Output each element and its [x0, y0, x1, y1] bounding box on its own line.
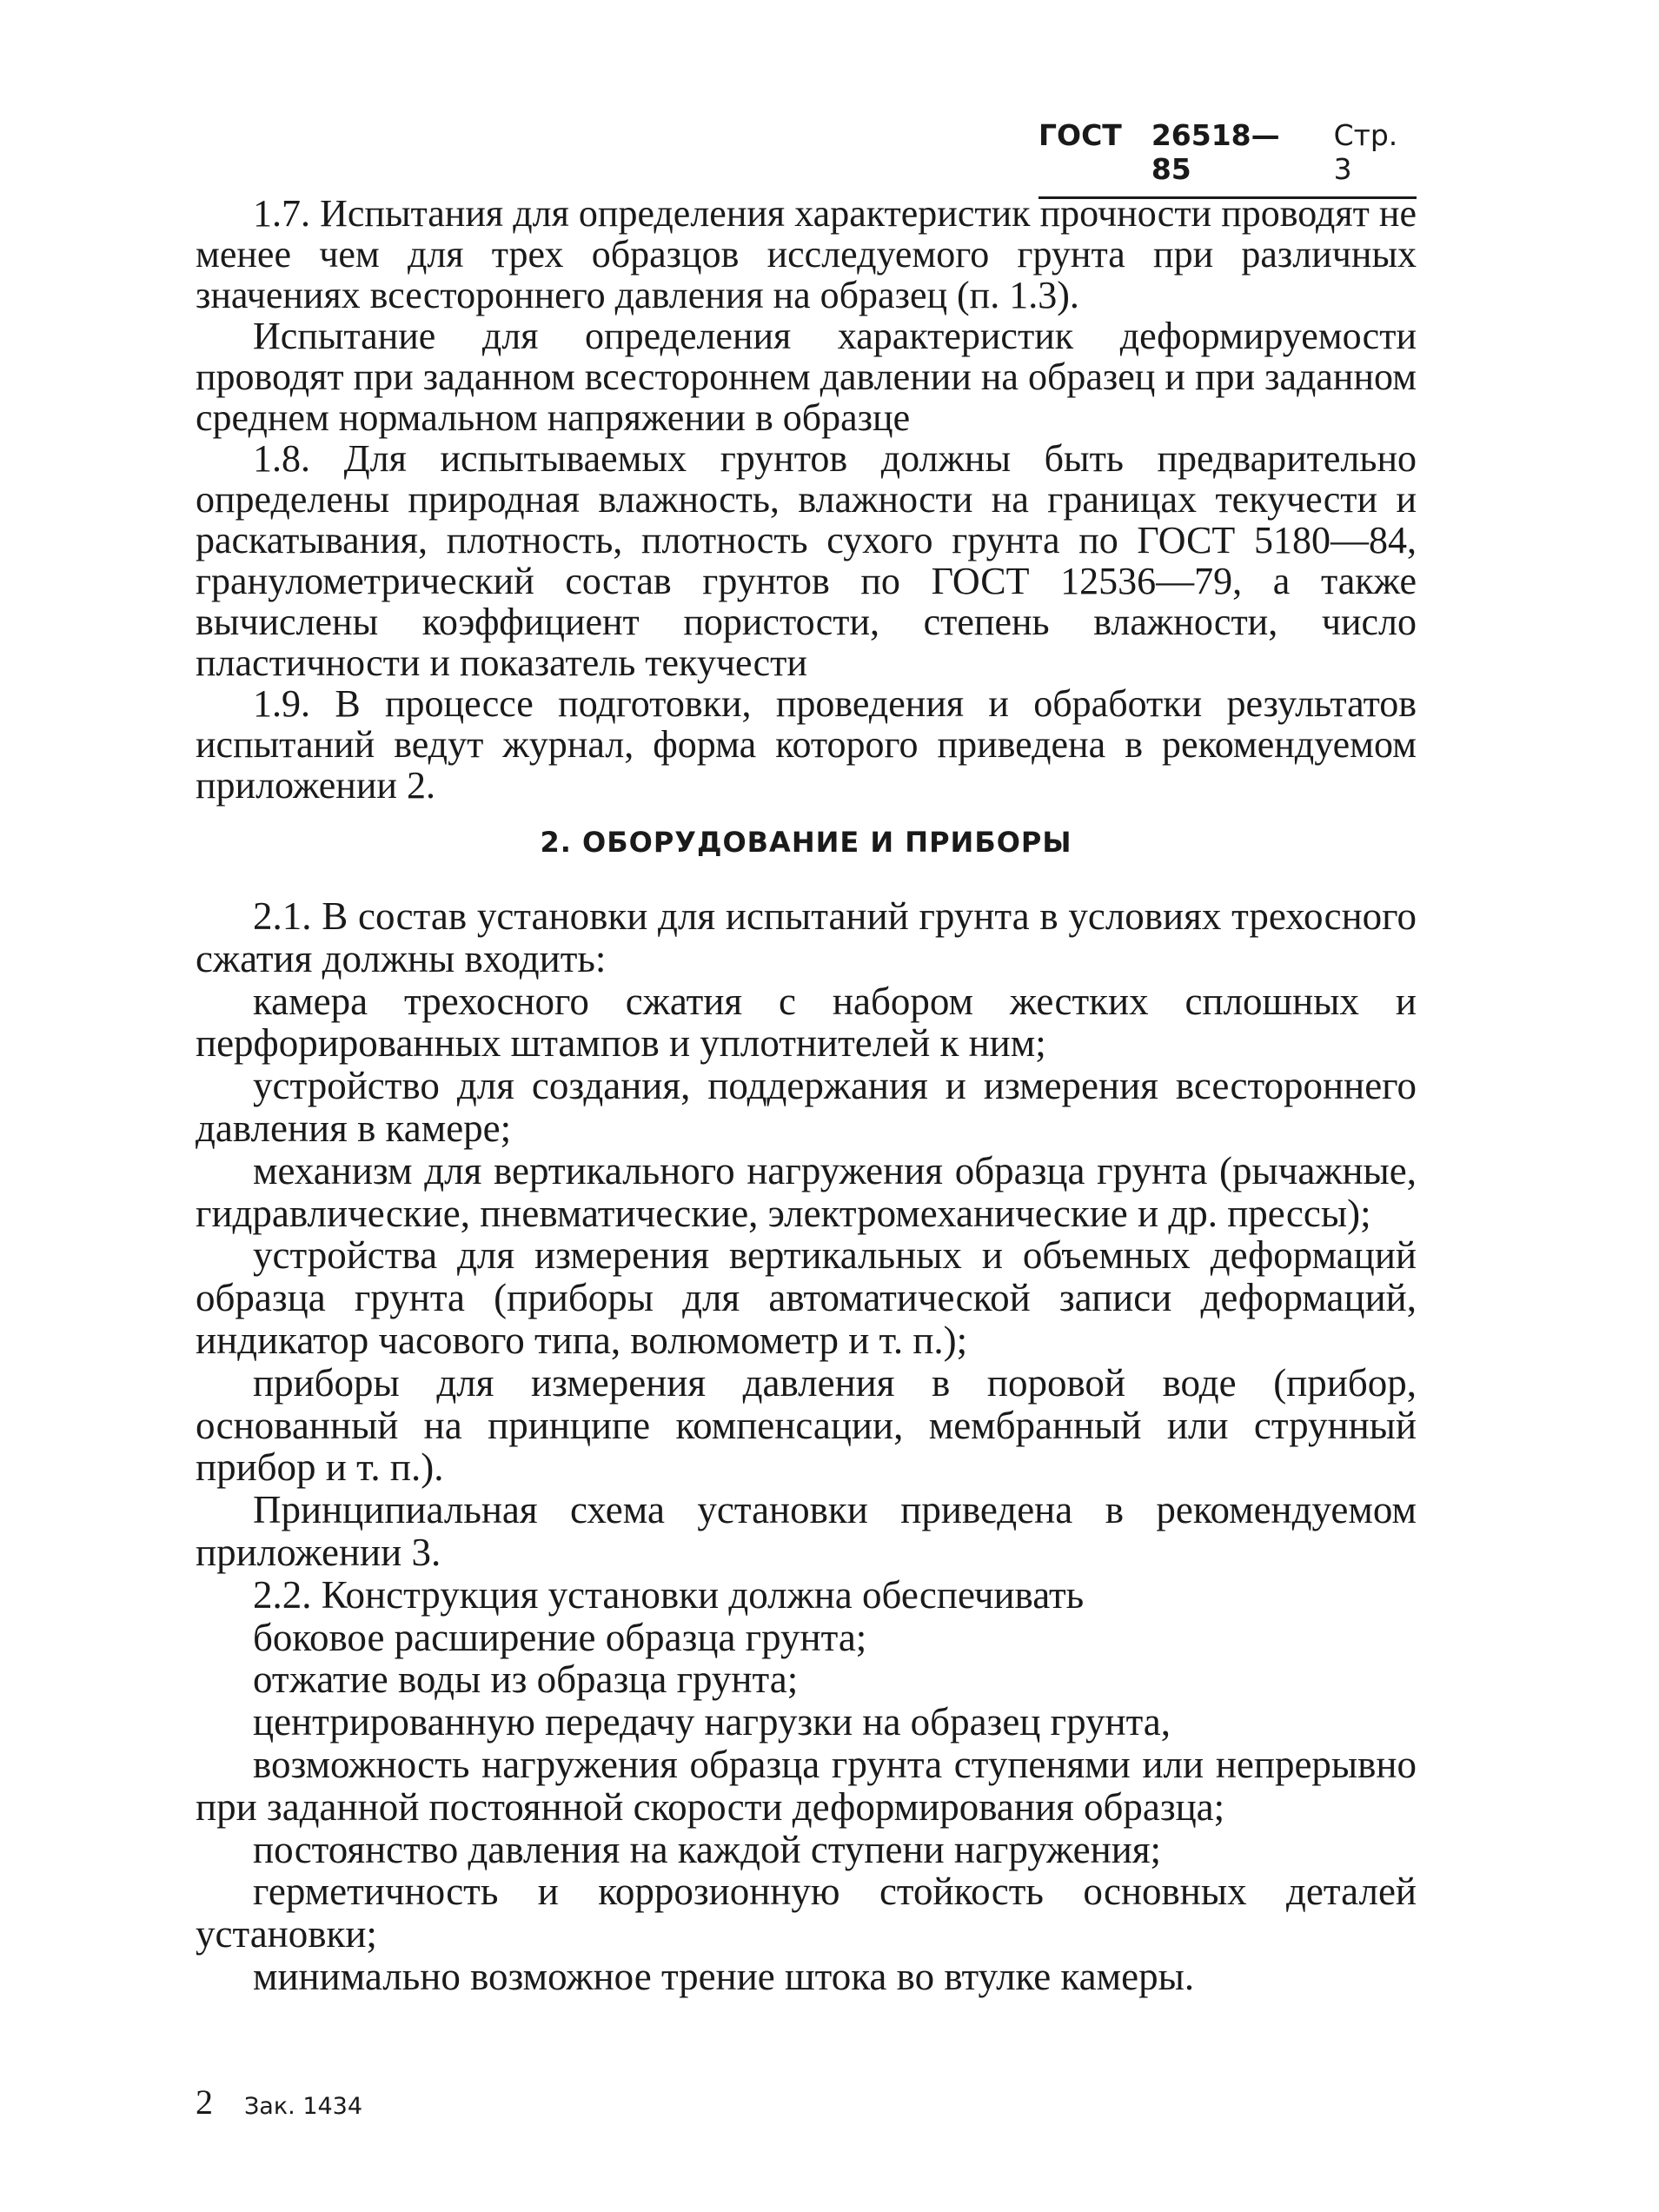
list-item: приборы для измерения давления в поровой воде (прибор, основанный на принципе компенсации, мембранный или струнный прибор и т. п.).	[196, 1360, 1417, 1490]
list-item: минимально возможное трение штока во втулке камеры.	[253, 1954, 1195, 1998]
paragraph-1-7: 1.7. Испытания для определения характеристик прочности проводят не менее чем для трех образцов исследуемого грунта при различных значениях всестороннего давления на образец (п. 1.3).	[196, 192, 1417, 316]
page-footer	[196, 2082, 362, 2122]
paragraph-scheme-note: Принципиальная схема установки приведена в рекомендуемом приложении 3.	[196, 1488, 1417, 1574]
list-item: механизм для вертикального нагружения образца грунта (рычажные, гидравлические, пневматические, электромеханические и др. прессы);	[196, 1148, 1417, 1235]
page-label: Стр. 3	[1333, 118, 1398, 186]
doc-number: 26518—85	[1151, 118, 1280, 186]
sheet-number: 2	[196, 2082, 213, 2122]
list-item: устройства для измерения вертикальных и объемных деформаций образца грунта (приборы для автоматической записи деформаций, индикатор часового типа, волюмометр и т. п.);	[196, 1233, 1417, 1362]
paragraph-2-2: 2.2. Конструкция установки должна обеспечивать	[253, 1572, 1085, 1617]
section-2-text	[196, 895, 1417, 1998]
list-item: центрированную передачу нагрузки на образец грунта,	[253, 1700, 1171, 1744]
list-item: возможность нагружения образца грунта ступенями или непрерывно при заданной постоянной скорости деформирования образца;	[196, 1742, 1417, 1829]
list-item: устройство для создания, поддержания и измерения всестороннего давления в камере;	[196, 1064, 1417, 1150]
doc-code: ГОСТ	[1039, 118, 1122, 152]
paragraph-1-8: 1.8. Для испытываемых грунтов должны быть предварительно определены природная влажность, влажности на границах текучести и раскатывания, плотность, плотность сухого грунта по ГОСТ 5180—84, гранулометрический состав грунтов по ГОСТ 12536—79, а также вычислены коэффициент пористости, степень влажности, число пластичности и показатель текучести	[196, 437, 1417, 684]
list-item: герметичность и коррозионную стойкость основных деталей установки;	[196, 1870, 1417, 1956]
page-header	[1039, 118, 1417, 199]
paragraph-1-7-cont: Испытание для определения характеристик деформируемости проводят при заданном всестороннем давлении на образец и при заданном среднем нормальном напряжении в образце	[196, 315, 1417, 439]
list-item: отжатие воды из образца грунта;	[253, 1657, 799, 1702]
list-item: камера трехосного сжатия с набором жестких сплошных и перфорированных штампов и уплотнителей к ним;	[196, 979, 1417, 1066]
list-item: постоянство давления на каждой ступени нагружения;	[253, 1827, 1162, 1871]
section-1-text	[196, 193, 1417, 806]
order-label: Зак. 1434	[244, 2093, 363, 2120]
paragraph-2-1: 2.1. В состав установки для испытаний грунта в условиях трехосного сжатия должны входить:	[196, 894, 1417, 980]
list-item: боковое расширение образца грунта;	[253, 1615, 867, 1659]
section-2-heading: 2. ОБОРУДОВАНИЕ И ПРИБОРЫ	[540, 826, 1072, 859]
paragraph-1-9: 1.9. В процессе подготовки, проведения и обработки результатов испытаний ведут журнал, форма которого приведена в рекомендуемом приложении 2.	[196, 682, 1417, 807]
